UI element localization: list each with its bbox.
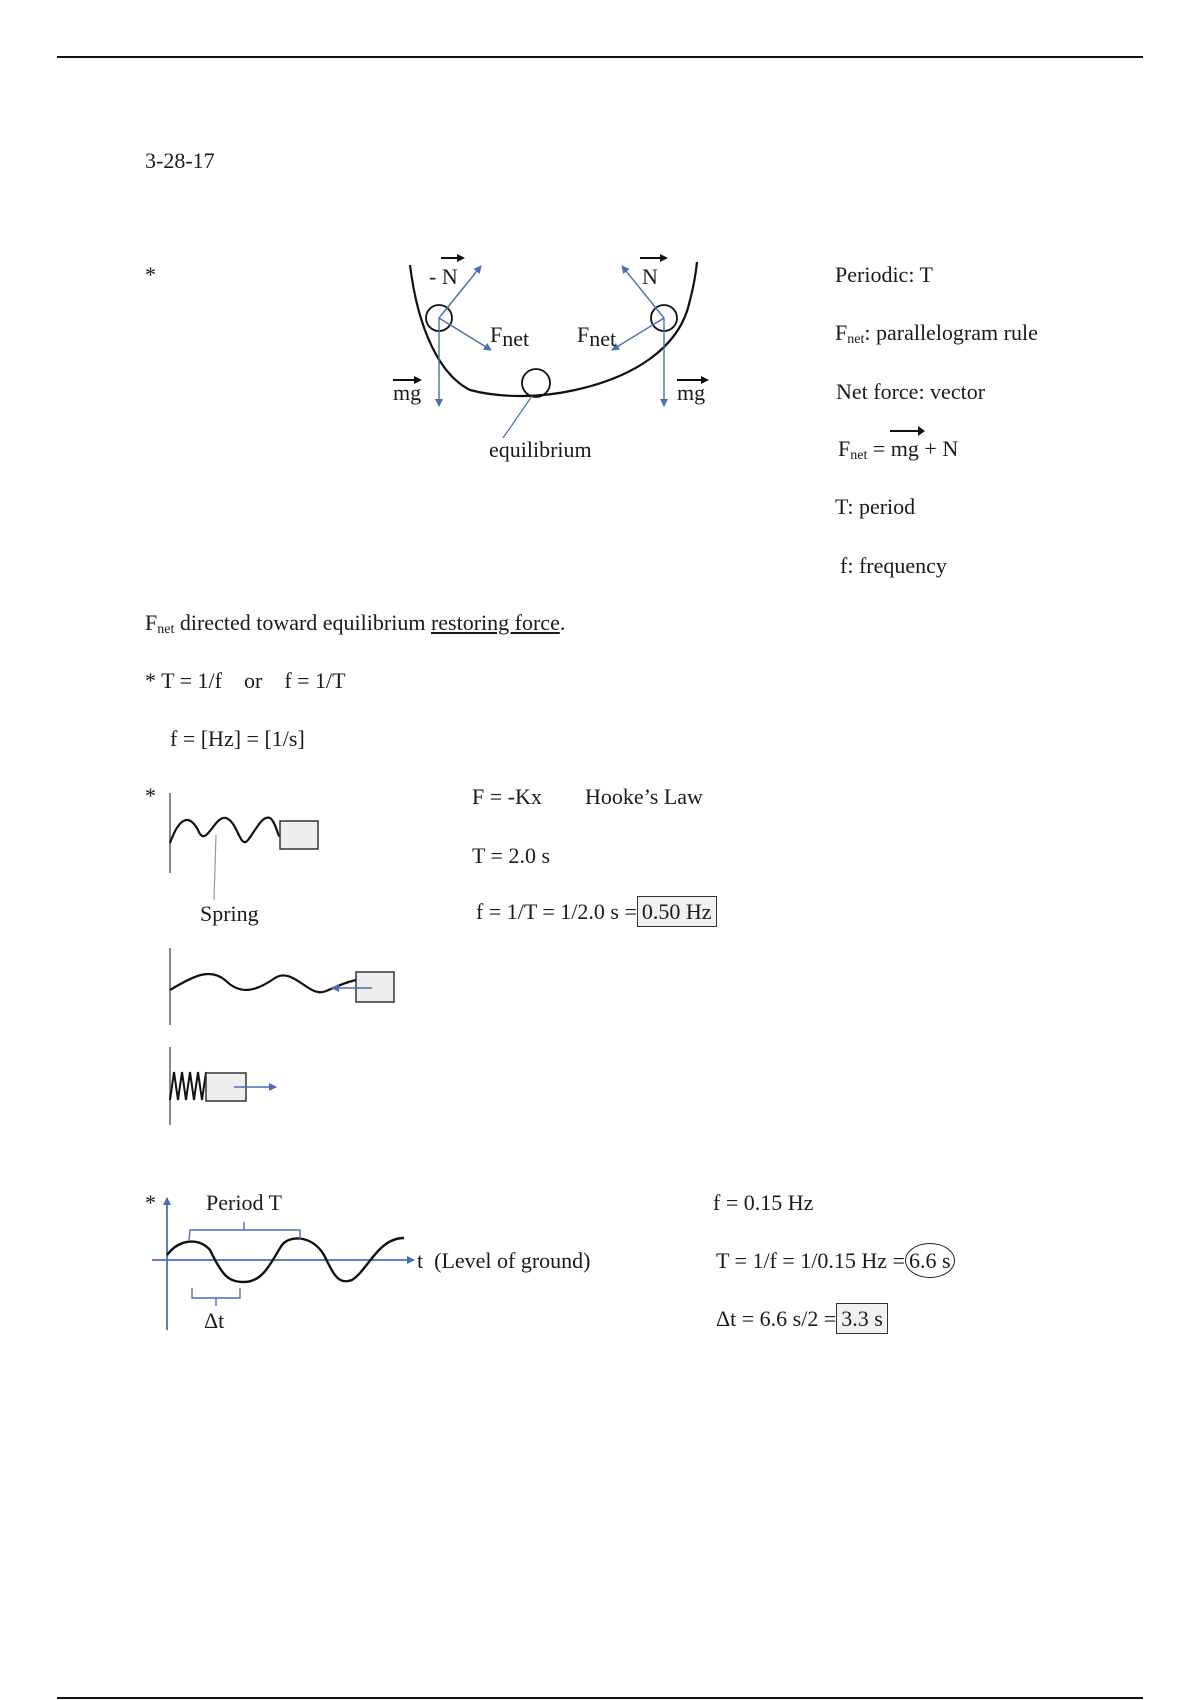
delta-label: Δt: [204, 1308, 225, 1333]
note-fnet-parallelogram: $F_{net}$: parallelogram rule: [835, 320, 1038, 347]
period-bracket: [189, 1222, 300, 1240]
spring-period: T = 2.0 s: [472, 843, 551, 868]
note-period: T: period: [835, 494, 916, 519]
period-frequency-relation: * T = 1/f or f = 1/T: [145, 668, 346, 693]
hooke-formula: F = -Kx: [472, 784, 542, 809]
note-frequency: f: frequency: [840, 553, 947, 578]
spring-label: Spring: [200, 901, 259, 926]
label-left-mg: mg: [393, 380, 422, 405]
restoring-force-line: $F_{net}$ directed toward equilibrium restoring force.: [145, 610, 566, 637]
spring-frequency: f = 1/T = 1/2.0 s = 0.50 Hz: [476, 899, 717, 925]
note-net-force: Net force: vector: [836, 379, 986, 404]
frequency-units: f = [Hz] = [1/s]: [170, 726, 305, 751]
bullet-marker: *: [145, 262, 156, 287]
period-label: Period T: [206, 1190, 282, 1215]
ground-axis-label: t (Level of ground): [417, 1248, 591, 1273]
bullet-marker: *: [145, 1190, 156, 1215]
delta-bracket: [192, 1288, 240, 1306]
hooke-name: Hooke’s Law: [585, 784, 703, 809]
bottom-rule: [57, 1697, 1143, 1699]
label-left-fnet: Fnet: [490, 322, 530, 351]
label-right-fnet: Fnet: [577, 322, 617, 351]
label-equilibrium: equilibrium: [489, 437, 592, 462]
label-neg-n: - N: [429, 264, 458, 289]
answer-box: 3.3 s: [836, 1303, 888, 1334]
circled-answer: 6.6 s: [905, 1243, 955, 1278]
answer-box: 0.50 Hz: [637, 896, 717, 927]
note-fnet-equation: $F_{net}$ = mg + N: [838, 436, 959, 463]
label-n: N: [642, 264, 658, 289]
bullet-marker: *: [145, 783, 156, 808]
date-heading: 3-28-17: [145, 148, 215, 173]
wave-period: T = 1/f = 1/0.15 Hz = 6.6 s: [716, 1248, 955, 1274]
wave-frequency: f = 0.15 Hz: [713, 1190, 814, 1215]
note-periodic: Periodic: T: [835, 262, 933, 287]
wave-delta: Δt = 6.6 s/2 = 3.3 s: [716, 1306, 888, 1332]
label-right-mg: mg: [677, 380, 706, 405]
wave-graph: [0, 0, 620, 1340]
